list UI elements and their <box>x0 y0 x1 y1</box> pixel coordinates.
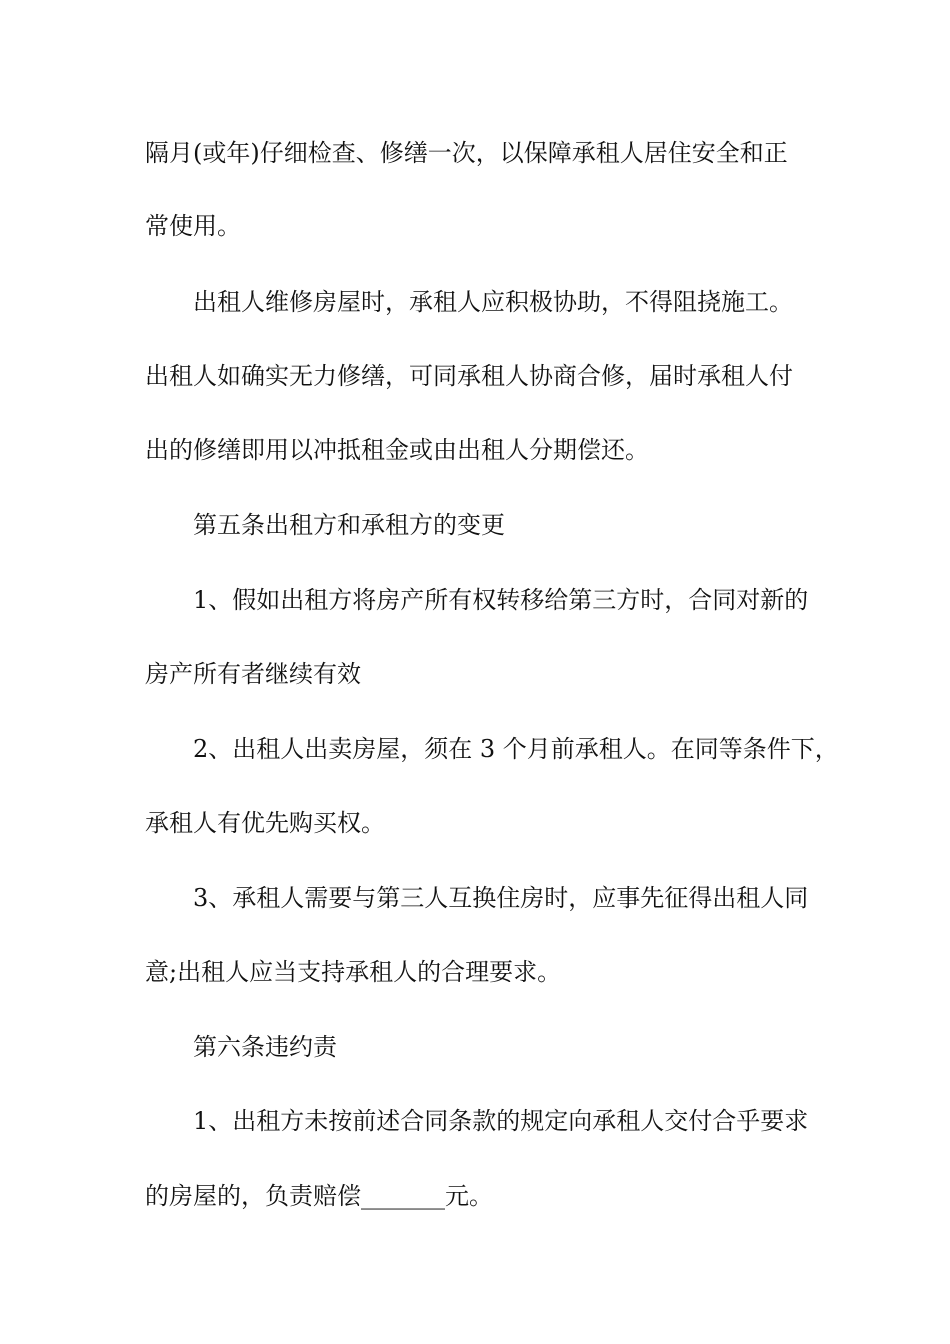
paragraph-start: 出租人维修房屋时，承租人应积极协助，不得阻挠施工。 <box>193 288 793 316</box>
text-line: 常使用。 <box>145 212 241 240</box>
text-line: 的房屋的，负责赔偿_______元。 <box>145 1182 493 1210</box>
text-line: 隔月(或年)仔细检查、修缮一次，以保障承租人居住安全和正 <box>145 139 788 167</box>
text-line: 出的修缮即用以冲抵租金或由出租人分期偿还。 <box>145 436 649 464</box>
text-line: 出租人如确实无力修缮，可同承租人协商合修，届时承租人付 <box>145 362 793 390</box>
section-heading: 第六条违约责 <box>193 1033 337 1061</box>
paragraph-start: 1、出租方未按前述合同条款的规定向承租人交付合乎要求 <box>193 1107 809 1135</box>
paragraph-start: 3、承租人需要与第三人互换住房时，应事先征得出租人同 <box>193 884 809 912</box>
paragraph-start: 1、假如出租方将房产所有权转移给第三方时，合同对新的 <box>193 586 809 614</box>
paragraph-start: 2、出租人出卖房屋，须在 3 个月前承租人。在同等条件下， <box>193 735 839 763</box>
section-heading: 第五条出租方和承租方的变更 <box>193 511 505 539</box>
text-line: 意;出租人应当支持承租人的合理要求。 <box>145 958 562 986</box>
text-line: 房产所有者继续有效 <box>145 660 361 688</box>
text-line: 承租人有优先购买权。 <box>145 809 385 837</box>
